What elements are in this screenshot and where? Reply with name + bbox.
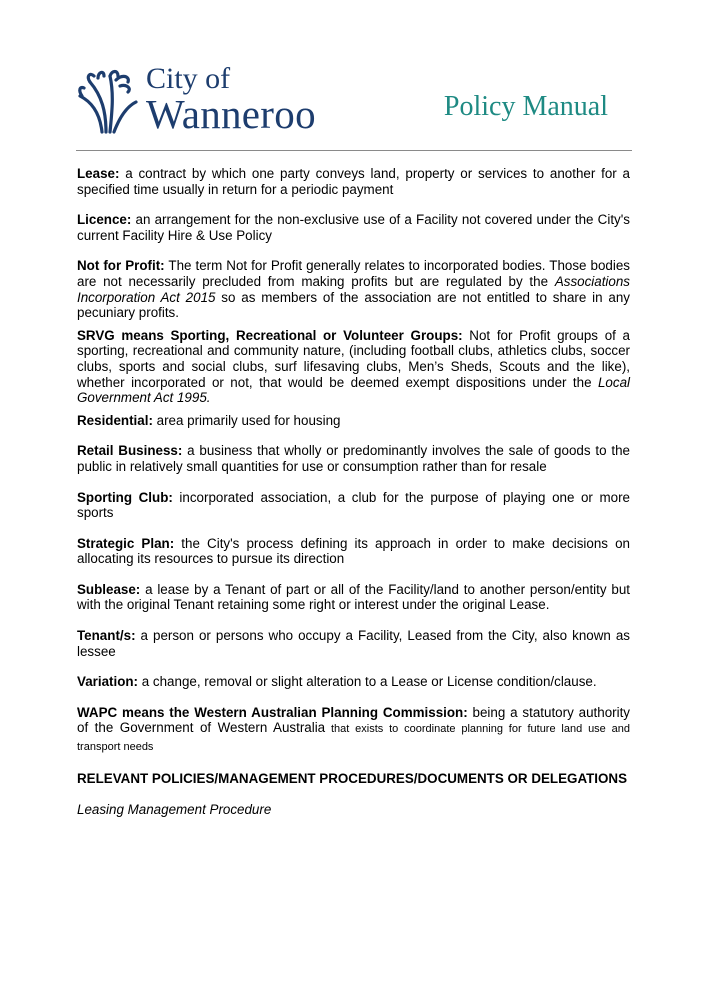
- related-document: Leasing Management Procedure: [77, 802, 272, 818]
- definition-licence: [77, 212, 630, 243]
- definition-sporting-club: [77, 490, 630, 521]
- definition-text: a business that wholly or predominantly involves the sale of goods to the public in relatively small quantities for use or consumption rather than for resale: [77, 443, 630, 474]
- definition-lease: [77, 166, 630, 197]
- definition-text: a person or persons who occupy a Facility, Leased from the City, also known as lessee: [77, 628, 630, 659]
- definition-italic-act: Local Government Act 1995.: [77, 374, 630, 406]
- definition-text: the City's process defining its approach in order to make decisions on allocating its resources to pursue its direction: [77, 535, 630, 567]
- definition-term: Residential:: [77, 412, 153, 428]
- city-of-wanneroo-logo: [76, 62, 326, 136]
- definition-tenants: [77, 628, 630, 659]
- policy-manual-title: Policy Manual: [443, 91, 608, 122]
- definition-small-text: that exists to coordinate planning for future land use and transport needs: [77, 723, 630, 754]
- definition-text: being a statutory authority of the Government of Western Australia: [77, 704, 630, 736]
- definition-text: The term Not for Profit generally relates to incorporated bodies. Those bodies are not necessarily precluded from making profits but are regulated by the: [77, 258, 630, 289]
- definition-variation: [77, 674, 630, 690]
- definition-not-for-profit: [77, 258, 630, 320]
- definition-text: an arrangement for the non-exclusive use of a Facility not covered under the City's current Facility Hire & Use Policy: [77, 212, 630, 243]
- definition-text: incorporated association, a club for the purpose of playing one or more sports: [77, 489, 630, 521]
- definition-text: so as members of the association are not entitled to share in any pecuniary profits.: [77, 289, 630, 321]
- page-header: [0, 0, 706, 152]
- definition-wapc: [77, 705, 630, 756]
- definition-text: a lease by a Tenant of part or all of the Facility/land to another person/entity but with the original Tenant retaining some right or interest under the original Lease.: [77, 581, 630, 613]
- definition-term: Not for Profit:: [77, 258, 165, 274]
- definition-term: Sublease:: [77, 581, 141, 597]
- section-heading: RELEVANT POLICIES/MANAGEMENT PROCEDURES/DOCUMENTS OR DELEGATIONS: [77, 770, 628, 786]
- definition-srvg: [77, 328, 630, 406]
- header-divider: [76, 150, 632, 151]
- definition-strategic-plan: [77, 536, 630, 567]
- definition-term: SRVG means Sporting, Recreational or Volunteer Groups:: [77, 327, 463, 343]
- definitions-content: [77, 166, 630, 818]
- definition-residential: [77, 413, 630, 429]
- definition-term: Retail Business:: [77, 443, 183, 459]
- definition-text: area primarily used for housing: [152, 412, 341, 428]
- definition-term: Lease:: [77, 166, 120, 181]
- definition-retail-business: [77, 443, 630, 474]
- definition-term: Sporting Club:: [77, 489, 173, 505]
- definition-term: Licence:: [77, 212, 132, 228]
- definition-text: a contract by which one party conveys land, property or services to another for a specified time usually in return for a periodic payment: [77, 166, 630, 197]
- definition-italic-act: Associations Incorporation Act 2015: [77, 273, 630, 305]
- logo-name-text: Wanneroo: [146, 91, 316, 137]
- definition-term: Tenant/s:: [77, 628, 136, 644]
- definition-sublease: [77, 582, 630, 613]
- definition-term: Variation:: [77, 674, 139, 690]
- definition-term: WAPC means the Western Australian Planning Commission:: [77, 704, 468, 720]
- logo-city-text: City of: [146, 62, 231, 95]
- definition-term: Strategic Plan:: [77, 535, 175, 551]
- definition-text: a change, removal or slight alteration to a Lease or License condition/clause.: [138, 674, 597, 690]
- wanneroo-plant-icon: [76, 66, 138, 134]
- definition-text: Not for Profit groups of a sporting, recreational and community nature, (including football clubs, athletics clubs, soccer clubs, sports and social clubs, surf lifesaving clubs, Men’s Sheds, Scouts and the like), whether incorporated or not, that would be deemed exempt dispositions under the: [77, 327, 630, 390]
